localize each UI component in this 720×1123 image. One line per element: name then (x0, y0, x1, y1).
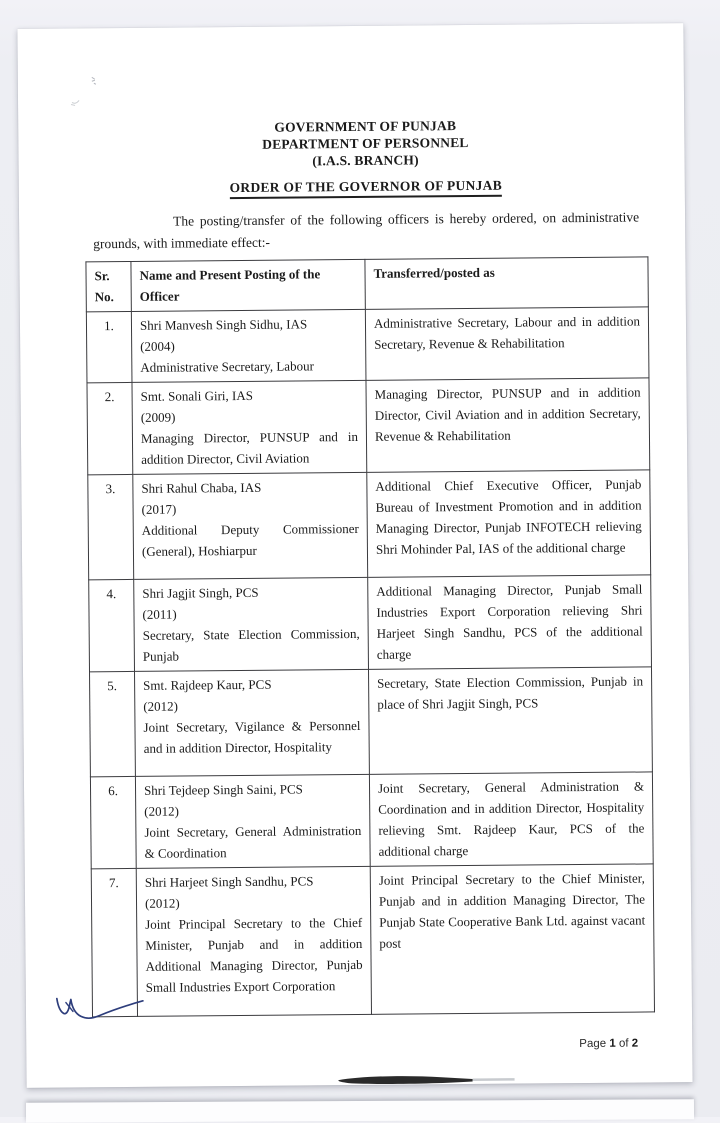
officer-batch: (2012) (144, 895, 180, 911)
officer-name: Shri Rahul Chaba, IAS (141, 479, 262, 496)
cell-transferred: Additional Managing Director, Punjab Small Industries Export Corporation relieving Shri Harjeet Singh Sandhu, PCS of the additional charge (368, 575, 652, 669)
officer-batch: (2009) (140, 409, 176, 425)
officer-name: Shri Tejdeep Singh Saini, PCS (143, 781, 303, 798)
table-row (90, 772, 653, 869)
table-row (86, 307, 649, 383)
officer-name: Smt. Rajdeep Kaur, PCS (143, 676, 272, 693)
document-page-2-edge (26, 1099, 694, 1122)
table-row (88, 470, 651, 580)
cell-transferred: Additional Chief Executive Officer, Punjab Bureau of Investment Promotion and in addition Managing Director, Punjab INFOTECH relieving Shri Mohinder Pal, IAS of the additional charge (367, 470, 651, 577)
officer-batch: (2004) (140, 338, 175, 354)
table-row (89, 575, 652, 672)
document-content (91, 24, 646, 1018)
table-header-row (86, 257, 648, 312)
table-row (87, 378, 650, 475)
order-title-text: ORDER OF THE GOVERNOR OF PUNJAB (229, 178, 502, 199)
page-number-current: 1 (609, 1037, 616, 1050)
cell-sr-no: 7. (91, 868, 137, 1016)
postings-table (85, 256, 655, 1017)
officer-name: Shri Harjeet Singh Sandhu, PCS (144, 873, 314, 890)
cell-officer (135, 669, 370, 776)
cell-officer (132, 380, 367, 474)
cell-transferred: Managing Director, PUNSUP and in addition Director, Civil Aviation and in addition Secretary, Revenue & Rehabilitation (366, 378, 650, 472)
cell-transferred: Secretary, State Election Commission, Punjab in place of Shri Jagjit Singh, PCS (368, 667, 652, 774)
page-number-label: Page (579, 1037, 607, 1051)
officer-posting: Additional Deputy Commissioner (General), Hoshiarpur (141, 520, 359, 559)
cell-officer (135, 774, 370, 868)
page-number-of: of (618, 1037, 629, 1050)
officer-name: Shri Jagjit Singh, PCS (142, 584, 259, 601)
officer-posting: Joint Secretary, Vigilance & Personnel and in addition Director, Hospitality (143, 717, 361, 756)
officer-batch: (2012) (143, 698, 179, 714)
cell-transferred: Joint Secretary, General Administration & Coordination and in addition Director, Hospitality relieving Smt. Rajdeep Kaur, PCS of the additional charge (369, 772, 653, 866)
cell-transferred: Administrative Secretary, Labour and in addition Secretary, Revenue & Rehabilitation (365, 307, 649, 380)
table-row (90, 667, 653, 777)
cell-transferred: Joint Principal Secretary to the Chief Minister, Punjab and in addition Managing Director, The Punjab State Cooperative Bank Ltd. against vacant post (370, 864, 654, 1014)
officer-posting: Managing Director, PUNSUP and in addition Director, Civil Aviation (140, 428, 359, 467)
letterhead-line-department: DEPARTMENT OF PERSONNEL (262, 134, 469, 152)
officer-batch: (2012) (144, 803, 179, 819)
letterhead-line-branch: (I.A.S. BRANCH) (312, 152, 419, 169)
signature-mark (66, 1002, 73, 1011)
officer-posting: Administrative Secretary, Labour (140, 358, 314, 375)
page-number-total: 2 (631, 1037, 639, 1050)
officer-posting: Secretary, State Election Commission, Punjab (142, 625, 360, 664)
cell-sr-no: 4. (89, 579, 135, 671)
col-header-transferred: Transferred/posted as (365, 257, 648, 309)
letterhead (92, 116, 638, 172)
order-title (93, 176, 639, 201)
ink-smudge (473, 1078, 515, 1081)
cell-officer (131, 309, 366, 382)
cell-officer (134, 577, 369, 671)
officer-posting: Joint Secretary, General Administration & Coordination (144, 822, 362, 861)
officer-batch: (2011) (142, 606, 177, 622)
officer-posting: Joint Principal Secretary to the Chief Minister, Punjab and in addition Additional Managing Director, Punjab Small Industries Export Corporation (145, 914, 363, 995)
cell-sr-no: 5. (90, 671, 136, 776)
cell-sr-no: 3. (88, 474, 134, 579)
officer-name: Smt. Sonali Giri, IAS (140, 387, 253, 404)
ink-smudge (338, 1075, 472, 1084)
cell-sr-no: 1. (86, 311, 132, 382)
pencil-scribble (71, 100, 79, 105)
page-number (579, 1038, 638, 1051)
cell-officer (133, 472, 368, 579)
col-header-officer: Name and Present Posting of the Officer (131, 259, 365, 311)
intro-paragraph: The posting/transfer of the following officers is hereby ordered, on administrative grounds, with immediate effect:- (93, 209, 640, 251)
cell-officer (136, 866, 371, 1016)
officer-name: Shri Manvesh Singh Sidhu, IAS (139, 316, 308, 333)
table-row (91, 864, 654, 1017)
col-header-sr-no: Sr. No. (86, 261, 131, 311)
officer-batch: (2017) (141, 501, 177, 517)
cell-sr-no: 6. (90, 776, 136, 868)
letterhead-line-government: GOVERNMENT OF PUNJAB (274, 118, 457, 135)
cell-sr-no: 2. (87, 382, 133, 474)
document-page-1 (17, 23, 692, 1088)
